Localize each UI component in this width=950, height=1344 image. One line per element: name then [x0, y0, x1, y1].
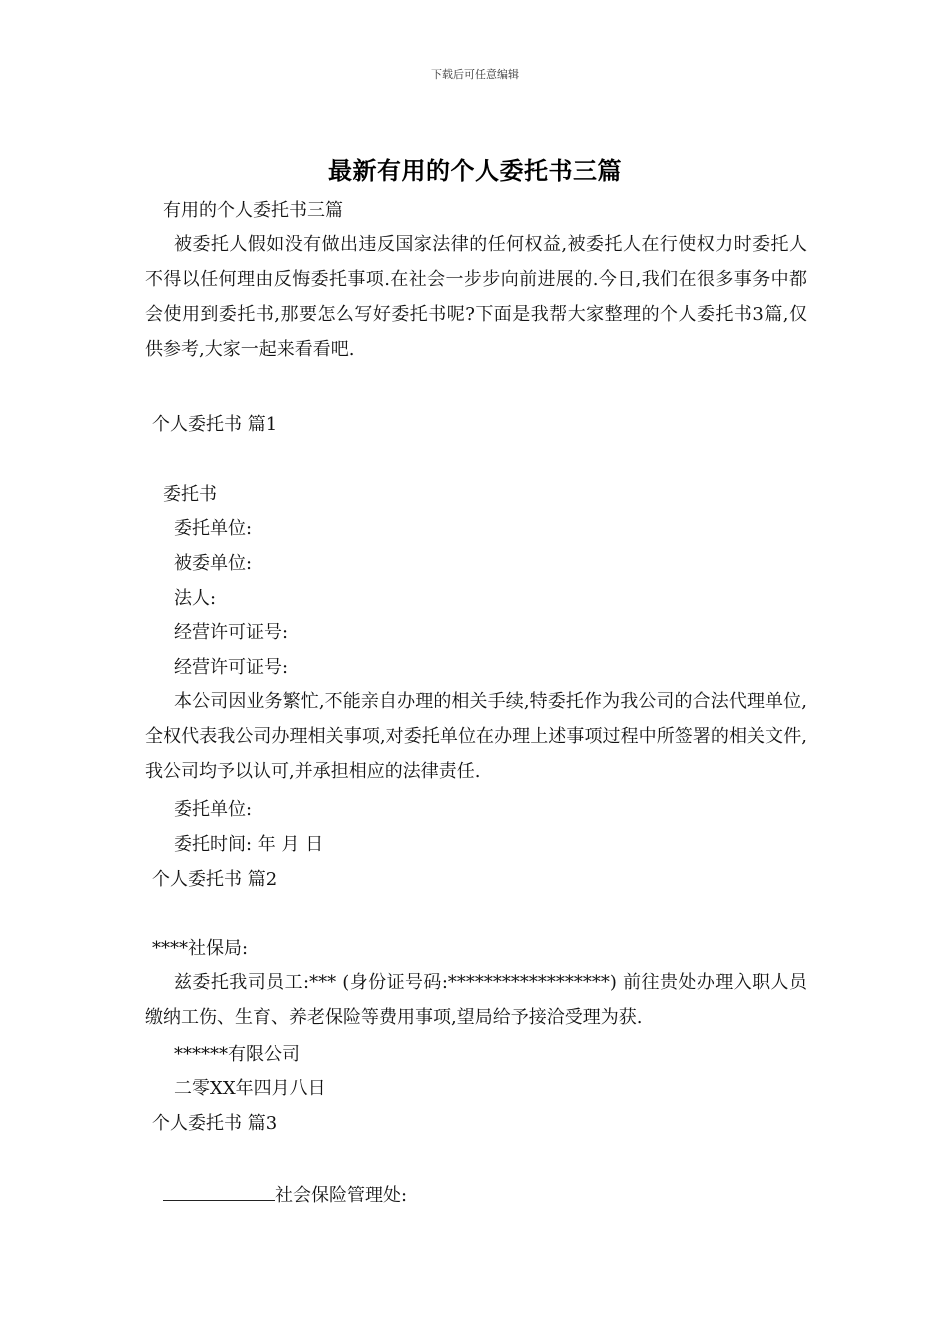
field-entrusting-unit: 委托单位:: [174, 518, 253, 539]
section3-addressee-text: 社会保险管理处:: [275, 1185, 408, 1206]
sign-entrust-time: 委托时间: 年 月 日: [174, 834, 324, 855]
header-note: 下载后可任意编辑: [431, 68, 519, 81]
section3-heading: 个人委托书 篇3: [152, 1113, 278, 1134]
section3-addressee: [163, 1182, 407, 1208]
section2-addressee: ****社保局:: [152, 938, 249, 959]
field-legal-person: 法人:: [174, 588, 217, 609]
section2-body: 兹委托我司员工:*** (身份证号码:******************) 前往贵处办理入职人员缴纳工伤、生育、养老保险等费用事项,望局给予接洽受理为获.: [145, 972, 807, 1028]
blank-underline: [163, 1182, 275, 1201]
section1-doc-title: 委托书: [163, 484, 217, 505]
document-title: 最新有用的个人委托书三篇: [328, 156, 622, 185]
field-entrusted-unit: 被委单位:: [174, 553, 253, 574]
intro-paragraph: 被委托人假如没有做出违反国家法律的任何权益,被委托人在行使权力时委托人不得以任何理由反悔委托事项.在社会一步步向前进展的.今日,我们在很多事务中都会使用到委托书,那要怎么写好委托书呢?下面是我帮大家整理的个人委托书3篇,仅供参考,大家一起来看看吧.: [145, 234, 807, 360]
section2-date: 二零XX年四月八日: [174, 1078, 326, 1099]
field-license-number: 经营许可证号:: [174, 657, 289, 678]
subtitle: 有用的个人委托书三篇: [163, 200, 343, 221]
sign-entrusting-unit: 委托单位:: [174, 799, 253, 820]
section2-heading: 个人委托书 篇2: [152, 869, 278, 890]
section1-heading: 个人委托书 篇1: [152, 414, 278, 435]
field-license-number: 经营许可证号:: [174, 622, 289, 643]
section2-company: ******有限公司: [174, 1044, 300, 1065]
section1-body: 本公司因业务繁忙,不能亲自办理的相关手续,特委托作为我公司的合法代理单位,全权代表我公司办理相关事项,对委托单位在办理上述事项过程中所签署的相关文件,我公司均予以认可,并承担相应的法律责任.: [145, 691, 807, 782]
